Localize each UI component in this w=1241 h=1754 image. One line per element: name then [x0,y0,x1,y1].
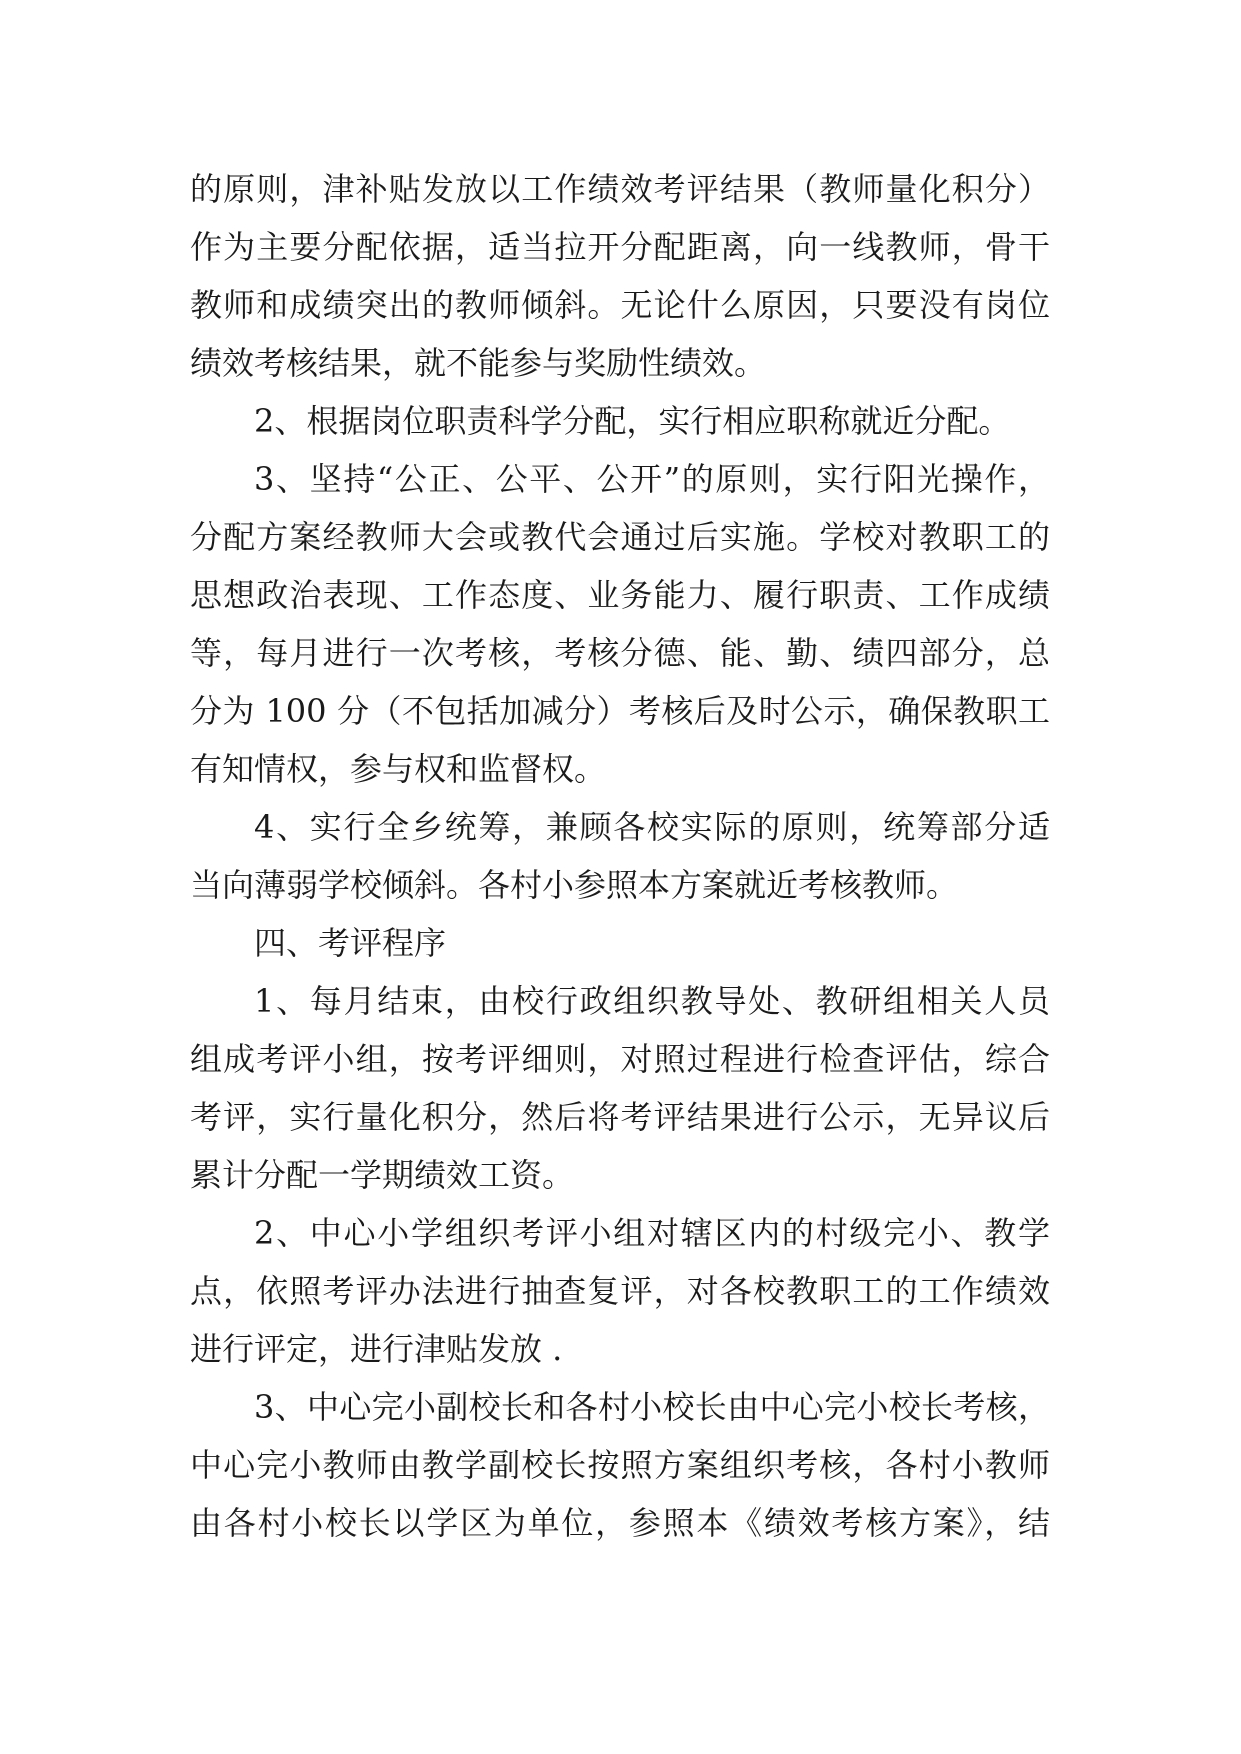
text-line: 考评，实行量化积分，然后将考评结果进行公示，无异议后 [190,1098,1050,1136]
text-line: 当向薄弱学校倾斜。各村小参照本方案就近考核教师。 [190,866,959,904]
text-line: 累计分配一学期绩效工资。 [190,1156,575,1194]
text-line: 有知情权，参与权和监督权。 [190,750,607,788]
text-line: 点，依照考评办法进行抽查复评，对各校教职工的工作绩效 [190,1272,1050,1310]
text-line: 中心完小教师由教学副校长按照方案组织考核，各村小教师 [190,1446,1050,1484]
text-line: 的原则，津补贴发放以工作绩效考评结果（教师量化积分） [190,170,1050,208]
text-line: 等，每月进行一次考核，考核分德、能、勤、绩四部分，总 [190,634,1050,672]
text-line: 分为 100 分（不包括加减分）考核后及时公示，确保教职工 [190,692,1050,730]
body-text [190,160,1050,1552]
text-line: 分配方案经教师大会或教代会通过后实施。学校对教职工的 [190,518,1050,556]
text-line: 思想政治表现、工作态度、业务能力、履行职责、工作成绩 [190,576,1050,614]
text-line: 组成考评小组，按考评细则，对照过程进行检查评估，综合 [190,1040,1050,1078]
text-line: 由各村小校长以学区为单位，参照本《绩效考核方案》，结 [190,1504,1050,1542]
text-line: 绩效考核结果，就不能参与奖励性绩效。 [190,344,767,382]
text-line: 1、每月结束，由校行政组织教导处、教研组相关人员 [254,982,1050,1020]
text-line: 教师和成绩突出的教师倾斜。无论什么原因，只要没有岗位 [190,286,1050,324]
text-line: 4、实行全乡统筹，兼顾各校实际的原则，统筹部分适 [254,808,1050,846]
text-line: 2、根据岗位职责科学分配，实行相应职称就近分配。 [254,402,1011,440]
text-line: 进行评定，进行津贴发放 . [190,1330,563,1368]
text-line: 3、中心完小副校长和各村小校长由中心完小校长考核， [254,1388,1050,1426]
text-line: 作为主要分配依据，适当拉开分配距离，向一线教师，骨干 [190,228,1050,266]
text-line: 2、中心小学组织考评小组对辖区内的村级完小、教学 [254,1214,1050,1252]
text-line: 3、坚持“公正、公平、公开”的原则，实行阳光操作， [254,460,1050,498]
text-line: 四、考评程序 [254,924,447,962]
